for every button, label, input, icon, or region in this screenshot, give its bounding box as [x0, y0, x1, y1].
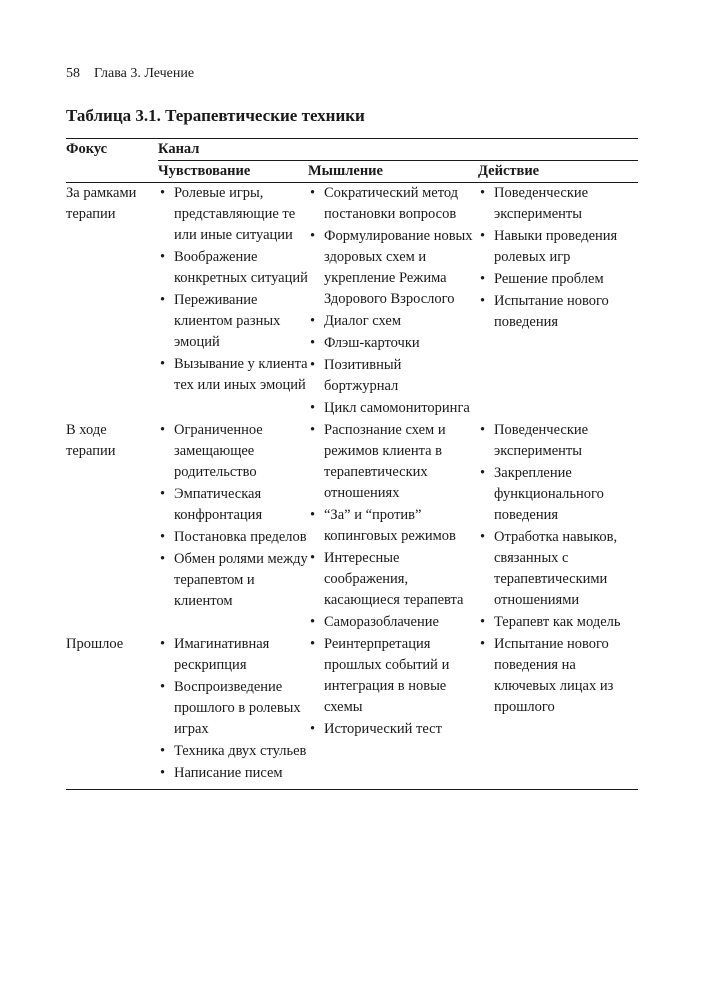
table-title: Таблица 3.1. Терапевтические техники — [66, 106, 365, 125]
list-item: • Интересные соображения, касающиеся терапевта — [308, 548, 478, 611]
list-item: • Испытание нового поведения — [478, 291, 638, 333]
table-row — [66, 420, 638, 634]
table-body — [66, 183, 638, 790]
list-item: • Постановка пределов — [158, 527, 308, 548]
header-channel: Канал — [158, 139, 638, 161]
header-feeling: Чувствование — [158, 163, 251, 179]
list-item: • Цикл самомониторинга — [308, 398, 478, 419]
techniques-table — [66, 138, 638, 790]
list-item: • Закрепление функционального поведения — [478, 463, 638, 526]
list-item: • Поведенческие эксперименты — [478, 183, 638, 225]
list-item: • Решение проблем — [478, 269, 638, 290]
list-item: • Ограниченное замещающее родительство — [158, 420, 308, 483]
chapter-title: Глава 3. Лечение — [94, 66, 195, 81]
action-list — [478, 183, 638, 333]
page-number: 58 — [66, 66, 80, 81]
thinking-list — [308, 420, 478, 633]
list-item: • Испытание нового поведения на ключевых лицах из прошлого — [478, 634, 638, 718]
feeling-list — [158, 634, 308, 784]
list-item: • Диалог схем — [308, 311, 478, 332]
list-item: • “За” и “против” копинговых режимов — [308, 505, 478, 547]
row-focus: За рамками терапии — [66, 185, 137, 222]
list-item: • Вызывание у клиента тех или иных эмоций — [158, 354, 308, 396]
table-row — [66, 183, 638, 421]
row-focus: В ходе терапии — [66, 422, 116, 459]
thinking-list — [308, 183, 478, 419]
thinking-list — [308, 634, 478, 740]
header-action: Действие — [478, 163, 540, 179]
action-list — [478, 420, 638, 633]
header-focus: Фокус — [66, 139, 158, 183]
list-item: • Ролевые игры, представляющие те или иные ситуации — [158, 183, 308, 246]
list-item: • Флэш-карточки — [308, 333, 478, 354]
list-item: • Навыки проведения ролевых игр — [478, 226, 638, 268]
list-item: • Сократический метод постановки вопросов — [308, 183, 478, 225]
list-item: • Воображение конкретных ситуаций — [158, 247, 308, 289]
list-item: • Воспроизведение прошлого в ролевых играх — [158, 677, 308, 740]
action-list — [478, 634, 638, 718]
list-item: • Эмпатическая конфронтация — [158, 484, 308, 526]
feeling-list — [158, 183, 308, 396]
feeling-list — [158, 420, 308, 612]
row-focus: Прошлое — [66, 636, 124, 652]
list-item: • Терапевт как модель — [478, 612, 638, 633]
list-item: • Обмен ролями между терапевтом и клиентом — [158, 549, 308, 612]
list-item: • Написание писем — [158, 763, 308, 784]
list-item: • Имагинативная рескрипция — [158, 634, 308, 676]
header-thinking: Мышление — [308, 163, 383, 179]
list-item: • Распознание схем и режимов клиента в терапевтических отношениях — [308, 420, 478, 504]
list-item: • Реинтерпретация прошлых событий и интеграция в новые схемы — [308, 634, 478, 718]
list-item: • Переживание клиентом разных эмоций — [158, 290, 308, 353]
list-item: • Техника двух стульев — [158, 741, 308, 762]
list-item: • Поведенческие эксперименты — [478, 420, 638, 462]
table-row — [66, 634, 638, 790]
list-item: • Саморазоблачение — [308, 612, 478, 633]
list-item: • Позитивный бортжурнал — [308, 355, 478, 397]
list-item: • Исторический тест — [308, 719, 478, 740]
list-item: • Отработка навыков, связанных с терапевтическими отношениями — [478, 527, 638, 611]
running-head — [66, 66, 194, 82]
list-item: • Формулирование новых здоровых схем и укрепление Режима Здорового Взрослого — [308, 226, 478, 310]
